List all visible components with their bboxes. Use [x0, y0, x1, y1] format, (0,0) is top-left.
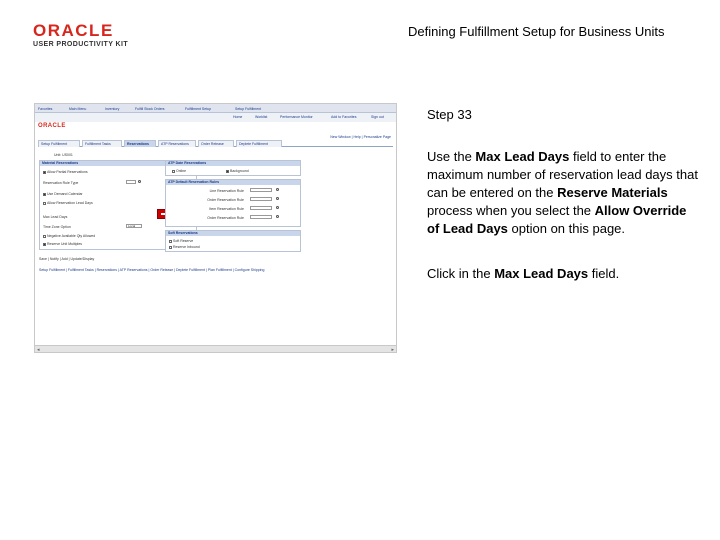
negative-qty-checkbox[interactable]	[43, 235, 46, 238]
app-brand-logo: ORACLE	[38, 123, 66, 129]
page-button-bar[interactable]: Save | Notify | Add | Update/Display	[39, 257, 95, 261]
order-rule-2-label: Order Reservation Rule	[207, 216, 244, 220]
page-bottom-links[interactable]: Setup Fulfillment | Fulfillment Tasks | Reservations | ATP Reservations | Order Release | Deplete Fulfillment | Plan Fulfillment | Configure Shipping	[39, 268, 265, 272]
nav-item-fulfillment-setup[interactable]: Fulfillment Setup	[185, 107, 212, 111]
unit-multiples-label: Reserve Unit Multiples	[47, 242, 83, 246]
time-zone-label: Time Zone Option	[43, 225, 71, 229]
page-tabs	[38, 139, 393, 147]
line-rule-label: Line Reservation Rule	[209, 189, 244, 193]
max-lead-days-label: Max Lead Days	[43, 215, 68, 219]
nav-item-favorites[interactable]: Favorites	[38, 107, 53, 111]
link-performance-monitor[interactable]: Performance Monitor	[280, 115, 313, 119]
background-label: Background	[230, 169, 249, 173]
link-home[interactable]: Home	[233, 115, 243, 119]
atp-default-rules-panel	[165, 179, 301, 227]
item-rule-field[interactable]	[250, 206, 272, 210]
desc-field-name: Max Lead Days	[475, 149, 570, 164]
oracle-upk-logo	[33, 22, 153, 48]
rule-type-field[interactable]	[126, 180, 136, 184]
nav-item-main-menu[interactable]: Main Menu	[69, 107, 87, 111]
atp-default-rules-header: ATP Default Reservation Rules	[166, 180, 300, 185]
order-rule-2-field[interactable]	[250, 215, 272, 219]
scroll-right-icon[interactable]: ▸	[391, 347, 394, 353]
line-rule-lookup-icon[interactable]	[276, 188, 279, 191]
material-reservations-header: Material Reservations	[40, 161, 196, 166]
action-text-1: Click in the	[427, 266, 495, 281]
tab-setup-fulfillment[interactable]: Setup Fulfillment	[38, 140, 80, 147]
tab-order-release[interactable]: Order Release	[198, 140, 234, 147]
soft-reserve-label: Soft Reserve	[173, 239, 194, 243]
allow-partial-checkbox[interactable]	[43, 171, 46, 174]
reserve-inbound-label: Reserve Inbound	[173, 245, 200, 249]
desc-process-name: Reserve Materials	[557, 185, 668, 200]
tab-deplete-fulfillment[interactable]: Deplete Fulfillment	[236, 140, 282, 147]
demand-calendar-checkbox[interactable]	[43, 193, 46, 196]
rule-type-label: Reservation Rule Type	[43, 181, 79, 185]
allow-lead-days-label: Allow Reservation Lead Days	[47, 201, 93, 205]
order-rule-label: Order Reservation Rule	[207, 198, 244, 202]
action-text-2: field.	[588, 266, 620, 281]
page-title: Defining Fulfillment Setup for Business Units	[408, 24, 665, 39]
tab-atp-reservations[interactable]: ATP Reservations	[158, 140, 196, 147]
tab-fulfillment-tasks[interactable]: Fulfillment Tasks	[82, 140, 122, 147]
app-menu-bar	[35, 104, 396, 113]
action-field-name: Max Lead Days	[494, 266, 589, 281]
tab-reservations[interactable]: Reservations	[124, 140, 156, 147]
step-number: Step 33	[427, 107, 472, 122]
app-screenshot	[34, 103, 397, 353]
online-radio[interactable]	[172, 170, 175, 173]
demand-calendar-label: Use Demand Calendar	[47, 192, 83, 196]
order-rule-field[interactable]	[250, 197, 272, 201]
soft-reservations-header: Soft Reservations	[166, 231, 300, 236]
atp-date-panel	[165, 160, 301, 176]
reserve-inbound-checkbox[interactable]	[169, 246, 172, 249]
step-action	[427, 265, 699, 283]
allow-lead-days-checkbox[interactable]	[43, 202, 46, 205]
rule-type-lookup-icon[interactable]	[138, 180, 141, 183]
online-label: Online	[176, 169, 187, 173]
background-radio[interactable]	[226, 170, 229, 173]
item-rule-lookup-icon[interactable]	[276, 206, 279, 209]
desc-text-2: field to enter the maximum number of reservation lead days that can be entered on the	[427, 149, 698, 200]
desc-text-3: process when you select the	[427, 203, 595, 218]
nav-item-inventory[interactable]: Inventory	[105, 107, 120, 111]
atp-date-header: ATP Date Reservations	[166, 161, 300, 166]
nav-item-setup-fulfillment[interactable]: Setup Fulfillment	[235, 107, 262, 111]
link-worklist[interactable]: Worklist	[255, 115, 268, 119]
soft-reservations-panel	[165, 230, 301, 252]
order-rule-2-lookup-icon[interactable]	[276, 215, 279, 218]
allow-partial-label: Allow Partial Reservations	[47, 170, 88, 174]
app-header-links	[35, 113, 396, 122]
step-description	[427, 148, 699, 238]
item-rule-label: Item Reservation Rule	[209, 207, 244, 211]
time-zone-select[interactable]: Local	[126, 224, 142, 228]
logo-brand: ORACLE	[33, 21, 114, 40]
link-sign-out[interactable]: Sign out	[371, 115, 384, 119]
logo-subtitle: USER PRODUCTIVITY KIT	[33, 41, 129, 48]
desc-text-1: Use the	[427, 149, 476, 164]
negative-qty-label: Negative Available Qty Allowed	[47, 234, 96, 238]
business-unit-label: Unit: US001	[54, 153, 73, 157]
horizontal-scrollbar[interactable]	[35, 345, 396, 352]
scroll-left-icon[interactable]: ◂	[37, 347, 40, 353]
soft-reserve-checkbox[interactable]	[169, 240, 172, 243]
nav-item-fulfill-stock[interactable]: Fulfill Stock Orders	[135, 107, 165, 111]
link-add-favorites[interactable]: Add to Favorites	[331, 115, 357, 119]
unit-multiples-checkbox[interactable]	[43, 243, 46, 246]
line-rule-field[interactable]	[250, 188, 272, 192]
desc-option-name: Allow Override of Lead Days	[427, 203, 687, 236]
order-rule-lookup-icon[interactable]	[276, 197, 279, 200]
page-utility-links[interactable]: New Window | Help | Personalize Page	[330, 135, 391, 139]
desc-text-4: option on this page.	[507, 221, 626, 236]
